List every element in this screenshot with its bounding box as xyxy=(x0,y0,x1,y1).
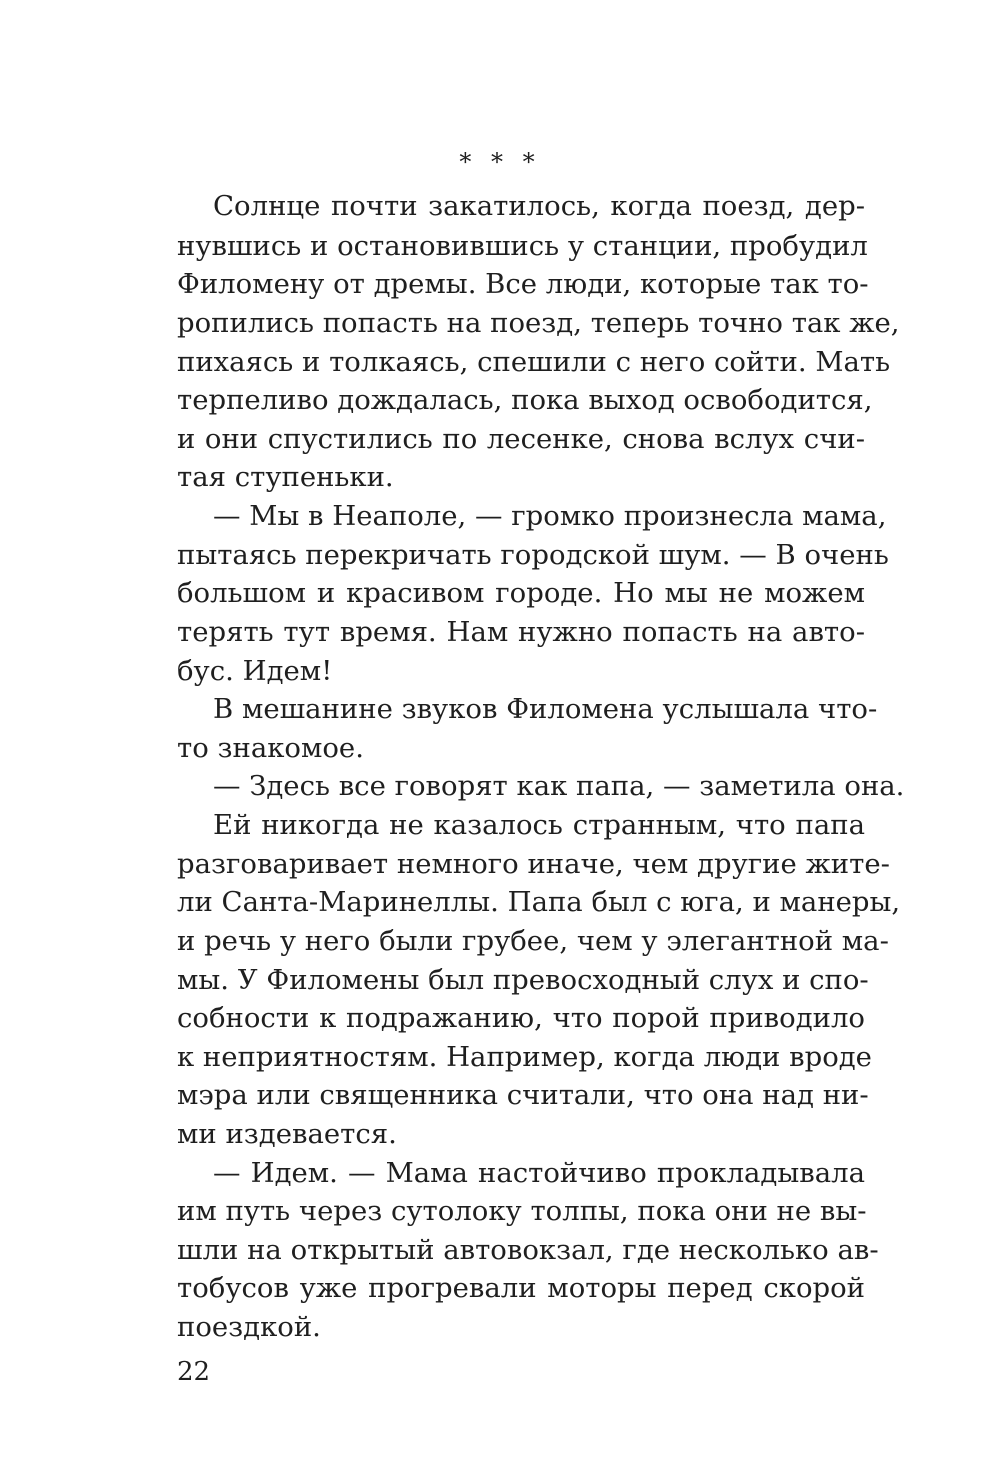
text-line: пытаясь перекричать городской шум. — В очень xyxy=(177,539,889,571)
text-line: В мешанине звуков Филомена услышала что- xyxy=(213,693,878,725)
text-line: поездкой. xyxy=(177,1311,321,1343)
text-line: — Здесь все говорят как папа, — заметила она. xyxy=(213,770,905,802)
text-line: разговаривает немного иначе, чем другие жите- xyxy=(177,848,890,880)
text-line: и они спустились по лесенке, снова вслух счи- xyxy=(177,423,865,455)
text-line: к неприятностям. Например, когда люди вроде xyxy=(177,1041,872,1073)
text-line: тая ступеньки. xyxy=(177,461,394,493)
text-line: шли на открытый автовокзал, где несколько ав- xyxy=(177,1234,879,1266)
text-line: Филомену от дремы. Все люди, которые так то- xyxy=(177,268,869,300)
text-line: собности к подражанию, что порой приводило xyxy=(177,1002,865,1034)
section-separator: * * * xyxy=(459,148,541,176)
text-line: тобусов уже прогревали моторы перед скорой xyxy=(177,1272,865,1304)
text-line: — Мы в Неаполе, — громко произнесла мама, xyxy=(213,500,887,532)
text-line: нувшись и остановившись у станции, пробудил xyxy=(177,230,868,262)
text-line: терпеливо дождалась, пока выход освободится, xyxy=(177,384,873,416)
text-line: — Идем. — Мама настойчиво прокладывала xyxy=(213,1157,865,1189)
text-line: пихаясь и толкаясь, спешили с него сойти. Мать xyxy=(177,346,891,378)
text-line: то знакомое. xyxy=(177,732,364,764)
text-line: Солнце почти закатилось, когда поезд, дер- xyxy=(213,190,865,222)
text-line: ли Санта-Маринеллы. Папа был с юга, и манеры, xyxy=(177,886,901,918)
text-line: ми издевается. xyxy=(177,1118,397,1150)
text-line: Ей никогда не казалось странным, что папа xyxy=(213,809,865,841)
page-number: 22 xyxy=(177,1357,211,1387)
text-line: бус. Идем! xyxy=(177,655,333,687)
text-line: ропились попасть на поезд, теперь точно так же, xyxy=(177,307,900,339)
text-line: мы. У Филомены был превосходный слух и спо- xyxy=(177,964,869,996)
text-line: большом и красивом городе. Но мы не можем xyxy=(177,577,865,609)
text-line: мэра или священника считали, что она над ни- xyxy=(177,1079,869,1111)
text-line: и речь у него были грубее, чем у элегантной ма- xyxy=(177,925,889,957)
text-line: терять тут время. Нам нужно попасть на авто- xyxy=(177,616,865,648)
text-line: им путь через сутолоку толпы, пока они не вы- xyxy=(177,1195,867,1227)
